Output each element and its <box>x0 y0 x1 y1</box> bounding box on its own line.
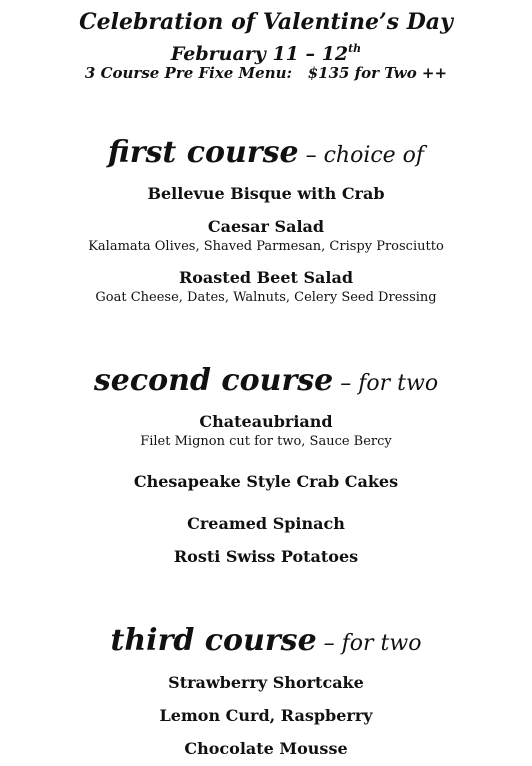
event-dates <box>0 37 532 66</box>
dish-description: Goat Cheese, Dates, Walnuts, Celery Seed Dressing <box>95 290 437 305</box>
dish-name: Bellevue Bisque with Crab <box>147 184 385 203</box>
dish-name: Strawberry Shortcake <box>168 673 364 692</box>
event-date-suffix: th <box>348 42 362 55</box>
dish-name: Creamed Spinach <box>187 514 345 533</box>
course-subtitle: – choice of <box>298 143 425 168</box>
dish-description: Kalamata Olives, Shaved Parmesan, Crispy Prosciutto <box>88 239 444 254</box>
dish-name: Chocolate Mousse <box>184 739 348 758</box>
dish-description: Filet Mignon cut for two, Sauce Bercy <box>140 434 392 449</box>
course-heading-second <box>0 362 532 403</box>
course-title: third course <box>110 623 317 658</box>
dish-name: Lemon Curd, Raspberry <box>159 706 373 725</box>
course-subtitle: – for two <box>333 371 439 396</box>
dish-name: Rosti Swiss Potatoes <box>173 547 359 566</box>
course-title: first course <box>107 135 299 170</box>
event-date-range: February 11 – 12 <box>170 43 349 65</box>
course-heading-third <box>0 622 532 663</box>
course-title: second course <box>93 363 334 398</box>
dish-name: Chesapeake Style Crab Cakes <box>133 472 399 491</box>
dish-name: Chateaubriand <box>199 412 333 431</box>
course-subtitle: – for two <box>316 631 422 656</box>
dish-name: Roasted Beet Salad <box>178 268 354 287</box>
course-heading-first <box>0 134 532 175</box>
dish-name: Caesar Salad <box>207 217 325 236</box>
menu-price-line: 3 Course Pre Fixe Menu: $135 for Two ++ <box>84 64 448 82</box>
menu-title: Celebration of Valentine’s Day <box>79 9 453 35</box>
